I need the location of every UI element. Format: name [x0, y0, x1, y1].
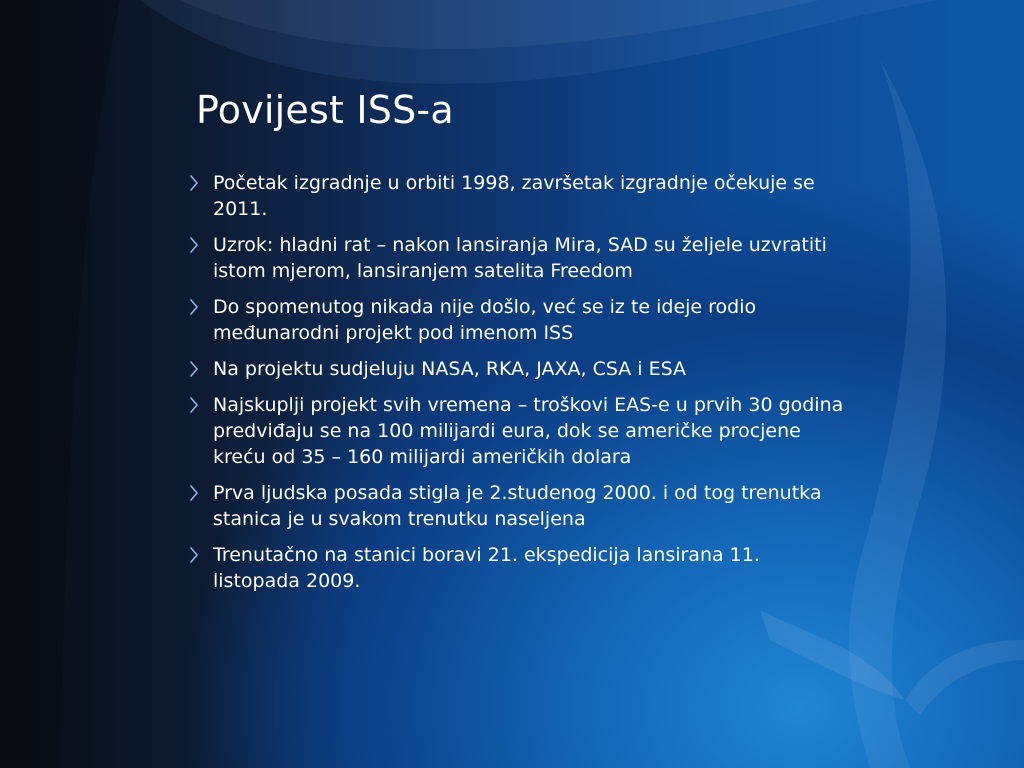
chevron-right-icon [188, 236, 200, 254]
slide-title: Povijest ISS-a [196, 88, 454, 132]
bullet-item [188, 170, 848, 222]
bullet-text: Prva ljudska posada stigla je 2.studenog 2000. i od tog trenutka stanica je u svakom trenutku naseljena [213, 482, 822, 530]
bullet-text: Uzrok: hladni rat – nakon lansiranja Mira, SAD su željele uzvratiti istom mjerom, lansiranjem satelita Freedom [213, 234, 827, 282]
bullet-item [188, 480, 848, 532]
bullet-text: Na projektu sudjeluju NASA, RKA, JAXA, CSA i ESA [213, 358, 687, 380]
bullet-text: Trenutačno na stanici boravi 21. ekspedicija lansirana 11. listopada 2009. [213, 544, 760, 592]
chevron-right-icon [188, 396, 200, 414]
bullet-text: Do spomenutog nikada nije došlo, već se iz te ideje rodio međunarodni projekt pod imenom ISS [213, 296, 757, 344]
chevron-right-icon [188, 174, 200, 192]
bullet-item [188, 392, 848, 470]
bullet-list [188, 170, 848, 604]
bullet-text: Početak izgradnje u orbiti 1998, završetak izgradnje očekuje se 2011. [213, 172, 815, 220]
chevron-right-icon [188, 360, 200, 378]
bullet-item [188, 356, 848, 382]
bullet-item [188, 542, 848, 594]
bullet-text: Najskuplji projekt svih vremena – troškovi EAS-e u prvih 30 godina predviđaju se na 100 milijardi eura, dok se američke procjene kreću od 35 – 160 milijardi američkih dolara [213, 394, 844, 468]
bullet-item [188, 294, 848, 346]
chevron-right-icon [188, 484, 200, 502]
bullet-item [188, 232, 848, 284]
chevron-right-icon [188, 298, 200, 316]
chevron-right-icon [188, 546, 200, 564]
